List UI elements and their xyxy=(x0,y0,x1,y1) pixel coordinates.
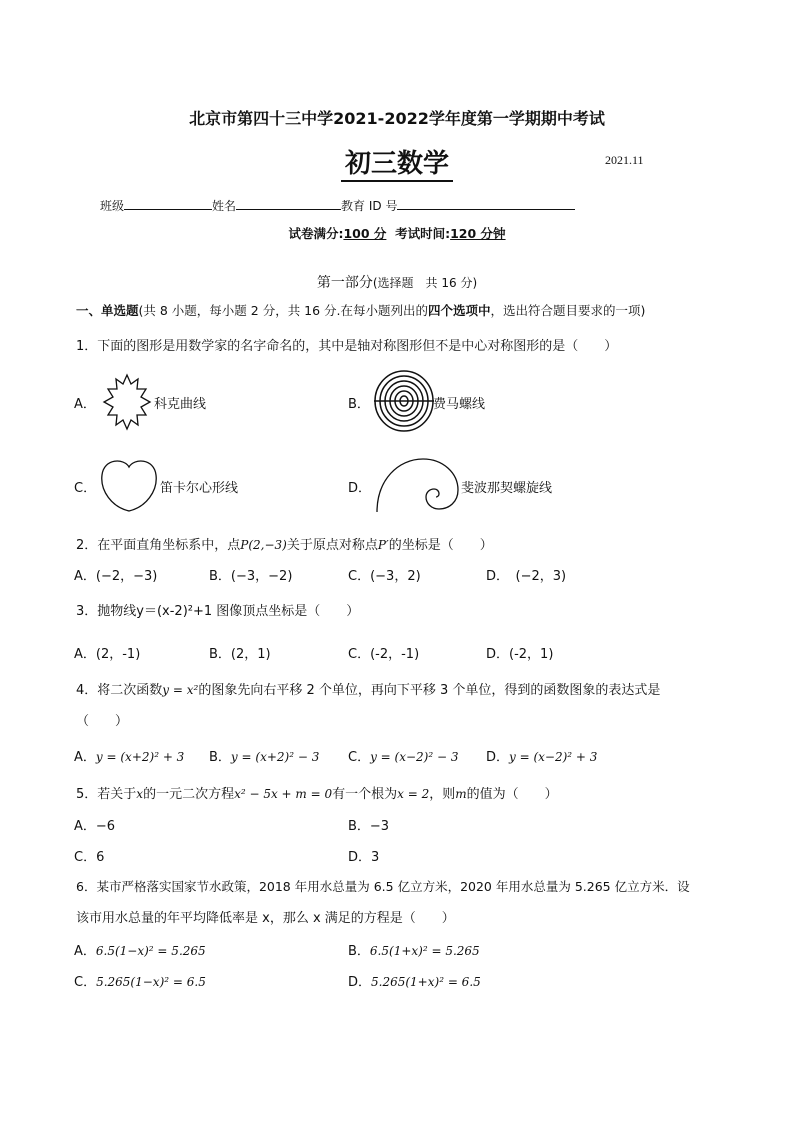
q3-stem: 3．抛物线y＝(x-2)²+1 图像顶点坐标是（ ） xyxy=(76,604,360,619)
q6-option-d[interactable] xyxy=(348,971,481,990)
q5-stem-b: 的一元二次方程 xyxy=(143,787,235,802)
q5-option-d[interactable]: D．3 xyxy=(348,850,380,865)
q1-option-c-text: 笛卡尔心形线 xyxy=(160,481,239,496)
part-heading xyxy=(0,272,794,292)
q2-option-c[interactable]: C．(−3，2) xyxy=(348,569,421,584)
q3-option-d[interactable]: D．(-2，1) xyxy=(486,647,554,662)
q1-option-a-text: 科克曲线 xyxy=(154,397,207,412)
q6-option-a-label: A． xyxy=(74,944,96,959)
id-blank[interactable] xyxy=(397,197,575,210)
q4-option-a[interactable] xyxy=(74,746,184,765)
q3-option-b[interactable]: B．(2，1) xyxy=(209,647,271,662)
q4-option-d-expr: y = (x−2)² + 3 xyxy=(509,750,598,764)
section-desc-a: (共 8 小题，每小题 2 分，共 16 分.在每小题列出的 xyxy=(138,303,429,318)
q5-stem-e: 的值为（ ） xyxy=(466,787,558,802)
name-label: 姓名 xyxy=(212,199,237,213)
q5-stem-a: 5．若关于 xyxy=(76,787,137,802)
id-label: 教育 ID 号 xyxy=(341,199,398,213)
q6-option-b-expr: 6.5(1+x)² = 5.265 xyxy=(369,944,480,958)
section-desc-b: ，选出符合题目要求的一项) xyxy=(490,303,646,318)
section-heading xyxy=(76,301,645,319)
part-title: 第一部分 xyxy=(316,275,373,291)
q4-option-d-label: D． xyxy=(486,750,510,765)
class-blank[interactable] xyxy=(124,197,212,210)
q5-option-a[interactable]: A．−6 xyxy=(74,819,116,834)
time-label: 考试时间: xyxy=(395,226,451,241)
student-info-line xyxy=(100,197,575,214)
fermat-spiral-icon xyxy=(372,368,436,434)
cardioid-icon xyxy=(98,455,160,515)
q1-option-b-label[interactable]: B． xyxy=(348,397,370,412)
full-score-label: 试卷满分: xyxy=(288,226,344,241)
q5-m: m xyxy=(455,787,467,801)
q4-option-a-expr: y = (x+2)² + 3 xyxy=(95,750,185,764)
q4-option-c-expr: y = (x−2)² − 3 xyxy=(370,750,459,764)
fibonacci-spiral-icon xyxy=(373,455,461,515)
q5-var: x xyxy=(136,787,144,801)
q4-stem-b: 的图象先向右平移 2 个单位，再向下平移 3 个单位，得到的函数图象的表达式是 xyxy=(198,683,661,698)
q6-option-d-label: D． xyxy=(348,975,372,990)
q4-option-a-label: A． xyxy=(74,750,96,765)
q2-stem-c: 的坐标是（ ） xyxy=(388,538,493,553)
school-title: 北京市第四十三中学2021-2022学年度第一学期期中考试 xyxy=(189,109,605,128)
q1-option-b-text: 费马螺线 xyxy=(433,397,486,412)
q2-stem-b: 关于原点对称点 xyxy=(286,538,378,553)
q4-option-b-expr: y = (x+2)² − 3 xyxy=(230,750,320,764)
q6-option-b-label: B． xyxy=(348,944,370,959)
q1-option-d-text: 斐波那契螺旋线 xyxy=(461,481,553,496)
part-subtitle: (选择题 共 16 分) xyxy=(372,276,478,290)
q2-stem xyxy=(76,534,493,553)
q1-option-a-label[interactable]: A． xyxy=(74,397,96,412)
q5-stem xyxy=(76,783,558,802)
q5-stem-c: 有一个根为 xyxy=(332,787,398,802)
score-time-line xyxy=(0,224,794,242)
q2-option-b[interactable]: B．(−3，−2) xyxy=(209,569,293,584)
q6-option-c-expr: 5.265(1−x)² = 6.5 xyxy=(96,975,206,989)
q5-option-c[interactable]: C．6 xyxy=(74,850,105,865)
section-desc-bold: 四个选项中 xyxy=(428,303,491,318)
time-value: 120 分钟 xyxy=(450,226,506,241)
q2-stem-a: 2．在平面直角坐标系中，点 xyxy=(76,538,241,553)
q6-option-a[interactable] xyxy=(74,940,206,959)
q2-option-d[interactable]: D． (−2，3) xyxy=(486,569,567,584)
exam-date: 2021.11 xyxy=(605,153,644,167)
subject-text: 初三数学 xyxy=(341,149,453,182)
subject-title xyxy=(0,143,794,180)
q6-option-c-label: C． xyxy=(74,975,97,990)
q6-option-d-expr: 5.265(1+x)² = 6.5 xyxy=(371,975,481,989)
q5-option-b[interactable]: B．−3 xyxy=(348,819,390,834)
q1-option-d-label[interactable]: D． xyxy=(348,481,372,496)
class-label: 班级 xyxy=(100,199,125,213)
q4-stem xyxy=(76,679,660,698)
section-title: 一、单选题 xyxy=(76,303,139,318)
q2-point: P(2,−3) xyxy=(240,538,287,552)
q4-stem-a: 4．将二次函数 xyxy=(76,683,163,698)
q6-stem-line1: 6．某市严格落实国家节水政策，2018 年用水总量为 6.5 亿立方米，2020 年用水总量为 5.265 亿立方米．设 xyxy=(76,879,690,894)
q3-option-c[interactable]: C．(-2，-1) xyxy=(348,647,420,662)
q3-option-a[interactable]: A．(2，-1) xyxy=(74,647,141,662)
q1-stem: 1．下面的图形是用数学家的名字命名的，其中是轴对称图形但不是中心对称图形的是（ ） xyxy=(76,339,618,354)
q4-option-d[interactable] xyxy=(486,746,597,765)
name-blank[interactable] xyxy=(236,197,341,210)
q4-option-b[interactable] xyxy=(209,746,319,765)
q5-root: x = 2 xyxy=(397,787,430,801)
q1-option-c-label[interactable]: C． xyxy=(74,481,97,496)
q4-expr: y = x² xyxy=(162,683,199,697)
full-score-value: 100 分 xyxy=(343,226,387,241)
q4-option-c[interactable] xyxy=(348,746,459,765)
koch-snowflake-icon xyxy=(98,372,156,432)
q6-stem-line2: 该市用水总量的年平均降低率是 x，那么 x 满足的方程是（ ） xyxy=(76,911,455,926)
q2-point-prime: P′ xyxy=(377,538,389,552)
q6-option-c[interactable] xyxy=(74,971,206,990)
q5-equation: x² − 5x + m = 0 xyxy=(234,787,333,801)
q5-stem-d: ，则 xyxy=(429,787,456,802)
q6-option-b[interactable] xyxy=(348,940,480,959)
q4-option-c-label: C． xyxy=(348,750,371,765)
q4-option-b-label: B． xyxy=(209,750,231,765)
q2-option-a[interactable]: A．(−2，−3) xyxy=(74,569,158,584)
q4-stem-paren: （ ） xyxy=(76,714,129,729)
q6-option-a-expr: 6.5(1−x)² = 5.265 xyxy=(95,944,206,958)
